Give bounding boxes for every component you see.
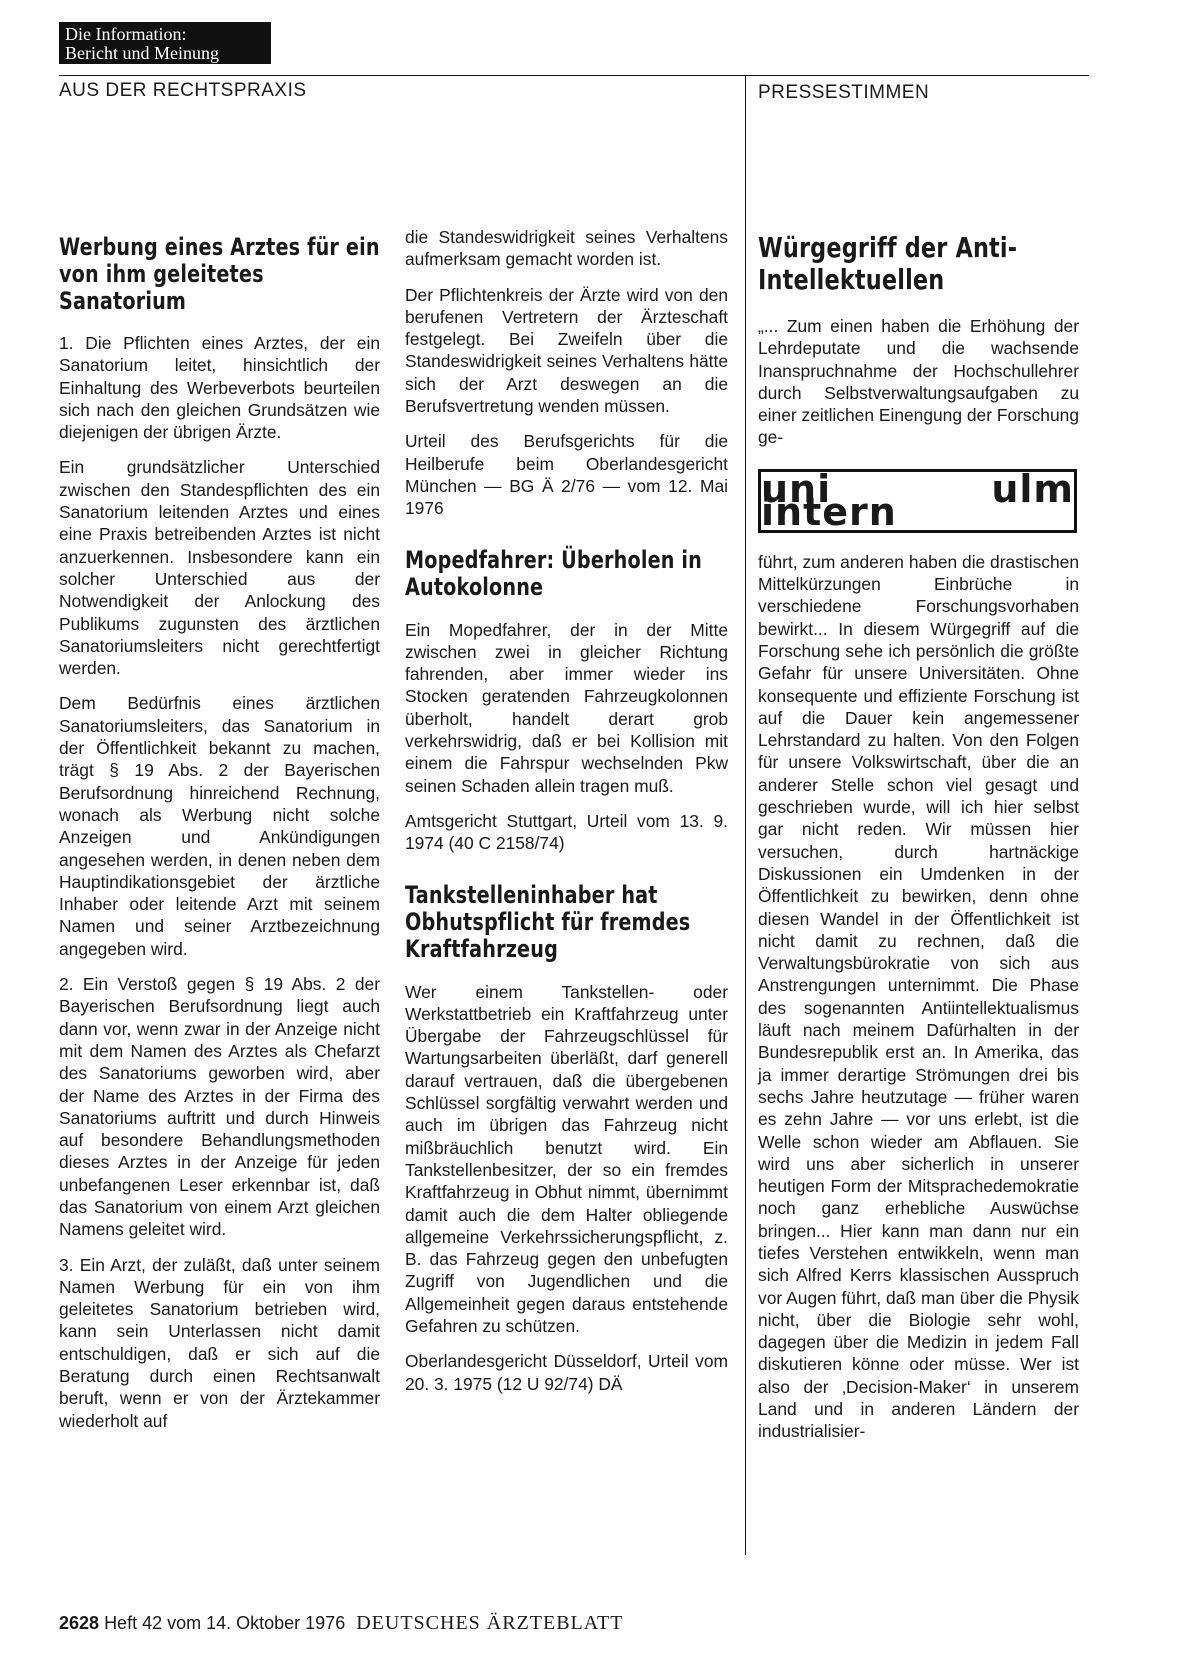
- article-title-wuergegriff: Würgegriff der Anti-Intellektuellen: [758, 231, 1018, 296]
- paragraph: 2. Ein Verstoß gegen § 19 Abs. 2 der Bayerischen Berufsordnung liegt auch dann vor, wenn zwar in der Anzeige nicht mit dem Namen des Arztes als Chefarzt des Sanatoriums geworben wird, aber der Name des Arztes in der Firma des Sanatoriums auftritt und durch Hinweis auf besondere Behandlungsmethoden dieses Arztes in der Anzeige für jeden unbefangenen Leser erkennbar ist, daß das Sanatorium von einem Arzt gleichen Namens geleitet wird.: [59, 974, 380, 1240]
- page-footer: [59, 1612, 623, 1635]
- article-title-mopedfahrer: Mopedfahrer: Überholen in Autokolonne: [405, 545, 702, 601]
- column-2: [405, 226, 728, 1408]
- paragraph: Urteil des Berufsgerichts für die Heilberufe beim Oberlandesgericht München — BG Ä 2/76 — vom 12. Mai 1976: [405, 431, 728, 519]
- paragraph: Ein Mopedfahrer, der in der Mitte zwischen zwei in gleicher Richtung fahrenden, aber immer wieder ins Stocken geratenden Fahrzeugkolonnen überholt, handelt derart grob verkehrswidrig, daß er bei Kollision mit einem die Fahrspur wechselnden Pkw seinen Schaden allein tragen muß.: [405, 619, 728, 796]
- paragraph: Der Pflichtenkreis der Ärzte wird von den berufenen Vertretern der Ärzteschaft festgelegt. Bei Zweifeln über die Standeswidrigkeit seines Verhaltens hätte sich der Arzt deswegen an die Berufsvertretung wenden müssen.: [405, 284, 728, 417]
- source-logo: [758, 469, 1077, 533]
- paragraph: 3. Ein Arzt, der zuläßt, daß unter seinem Namen Werbung für ein von ihm geleitetes Sanatorium betrieben wird, kann sein Unterlassen nicht damit entschuldigen, daß er sich auf die Beratung durch einen Rechtsanwalt beruft, wenn er von der Ärztekammer wiederholt auf: [59, 1254, 380, 1431]
- paragraph: die Standeswidrigkeit seines Verhaltens aufmerksam gemacht worden ist.: [405, 227, 728, 270]
- paragraph: Ein grundsätzlicher Unterschied zwischen den Standespflichten des ein Sanatorium leitenden Arztes und eines eine Praxis betreibenden Arztes ist nicht anzuerkennen. Insbesondere kann ein solcher Unterschied aus der Notwendigkeit der Anlockung des Publikums zugunsten des ärztlichen Sanatoriumsleiters nicht gerechtfertigt werden.: [59, 457, 380, 679]
- masthead-line1: Die Information:: [65, 24, 187, 44]
- top-rule: [59, 75, 1089, 76]
- source-logo-text: uni ulm intern: [761, 467, 1074, 534]
- paragraph: Oberlandesgericht Düsseldorf, Urteil vom 20. 3. 1975 (12 U 92/74) DÄ: [405, 1351, 728, 1394]
- paragraph: führt, zum anderen haben die drastischen Mittelkürzungen Einbrüche in verschiedene Forschungsvorhaben bewirkt... In diesem Würgegriff auf die Forschung sehe ich persönlich die größte Gefahr für unsere Universitäten. Ohne konsequente und effiziente Forschung ist auf die Dauer kein angemessener Lehrstandard zu halten. Von den Folgen für unsere Volkswirtschaft, über die an anderer Stelle schon viel gesagt und geschrieben wurde, will ich hier selbst gar nicht reden. Wir müssen hier versuchen, durch hartnäckige Diskussionen ein Umdenken in der Öffentlichkeit zu bewirken, denn ohne diesen Wandel in der Öffentlichkeit ist nicht damit zu rechnen, daß die Verwaltungsbürokratie von sich aus Anstrengungen unternimmt. Die Phase des sogenannten Antiintellektualismus läuft nach meinem Dafürhalten in der Bundesrepublik erst an. In Amerika, das ja immer derartige Strömungen drei bis sechs Jahre heutzutage — früher waren es zehn Jahre — vor uns erlebt, ist die Welle schon wieder am Abflauen. Sie wird uns aber sicherlich in unserer heutigen Form der Mitsprachedemokratie noch ganz erhebliche Auswüchse bringen... Hier kann man dann nur ein tiefes Verstehen entwikkeln, wenn man sich Alfred Kerrs klassischen Ausspruch vor Augen führt, daß man über die Physik nicht, über die Biologie sehr wohl, dagegen über die Medizin in jedem Fall diskutieren könne oder müsse. Wer ist also der ‚Decision-Maker‘ in unserem Land und in anderen Ländern der industrialisier-: [758, 551, 1079, 1442]
- paragraph: 1. Die Pflichten eines Arztes, der ein Sanatorium leitet, hinsichtlich der Einhaltung des Werbeverbots beurteilen sich nach den gleichen Grundsätzen wie diejenigen der übrigen Ärzte.: [59, 333, 380, 443]
- masthead-box: [59, 22, 271, 64]
- paragraph: Wer einem Tankstellen- oder Werkstattbetrieb ein Kraftfahrzeug unter Übergabe der Fahrzeugschlüssel für Wartungsarbeiten überläßt, darf generell darauf vertrauen, daß die übergebenen Schlüssel sorgfältig verwahrt werden und auch im übrigen das Fahrzeug nicht mißbräuchlich benutzt wird. Ein Tankstellenbesitzer, der so ein fremdes Kraftfahrzeug in Obhut nimmt, übernimmt damit auch die dem Halter obliegende allgemeine Verkehrssicherungspflicht, z. B. das Fahrzeug gegen den unbefugten Zugriff von Jugendlichen und die Allgemeinheit gegen daraus entstehende Gefahren zu schützen.: [405, 981, 728, 1336]
- magazine-name: DEUTSCHES ÄRZTEBLATT: [356, 1612, 624, 1634]
- section-label-right: PRESSESTIMMEN: [758, 82, 930, 103]
- column-1: [59, 234, 380, 1445]
- paragraph: Amtsgericht Stuttgart, Urteil vom 13. 9. 1974 (40 C 2158/74): [405, 810, 728, 854]
- paragraph: „... Zum einen haben die Erhöhung der Lehrdeputate und die wachsende Inanspruchnahme der Hochschullehrer durch Selbstverwaltungsaufgaben zu einer zeitlichen Einengung der Forschung ge-: [758, 316, 1079, 448]
- column-3: [758, 232, 1079, 1456]
- column-divider: [745, 75, 746, 1555]
- section-label-left: AUS DER RECHTSPRAXIS: [59, 80, 307, 101]
- issue-info: Heft 42 vom 14. Oktober 1976: [104, 1613, 346, 1633]
- article-title-werbung: Werbung eines Arztes für ein von ihm geleitetes Sanatorium: [59, 233, 380, 315]
- article-title-tankstelle: Tankstelleninhaber hat Obhutspflicht für fremdes Kraftfahrzeug: [405, 880, 691, 963]
- paragraph: Dem Bedürfnis eines ärztlichen Sanatoriumsleiters, das Sanatorium in der Öffentlichkeit bekannt zu machen, trägt § 19 Abs. 2 der Bayerischen Berufsordnung hinreichend Rechnung, wonach als Werbung nicht solche Anzeigen und Ankündigungen angesehen werden, in denen neben dem Hauptindikationsgebiet der ärztliche Inhaber oder leitende Arzt mit seinem Namen und seiner Arztbezeichnung angegeben wird.: [59, 693, 380, 959]
- page-number: 2628: [59, 1613, 100, 1633]
- masthead-line2: Bericht und Meinung: [65, 43, 219, 63]
